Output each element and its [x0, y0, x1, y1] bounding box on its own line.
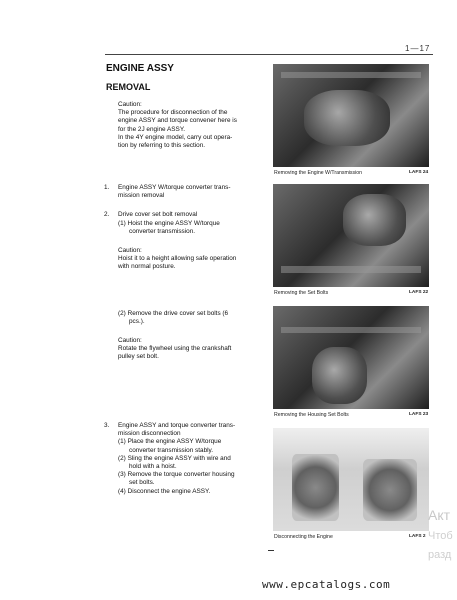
step2-sub2 — [118, 310, 258, 326]
caution-label: Caution: — [118, 337, 142, 344]
caution-label: Caution: — [118, 247, 142, 254]
sub-line: (1) Hoist the engine ASSY W/torque — [118, 220, 220, 227]
step1-text — [118, 184, 258, 200]
step1-number: 1. — [104, 184, 110, 191]
step3-line: mission disconnection — [118, 430, 181, 438]
caution-label: Caution: — [118, 101, 142, 108]
overlay-text: Чтоб — [428, 530, 453, 542]
sub-line: pcs.). — [129, 318, 145, 326]
figure-caption: Removing the Housing Set Bolts — [274, 412, 349, 418]
intro-caution — [118, 101, 258, 150]
bottom-dash — [268, 550, 274, 551]
overlay-text: разд — [428, 549, 452, 561]
sub-line: hold with a hoist. — [129, 463, 177, 471]
figure-photo — [273, 306, 429, 409]
sub-line: set bolts. — [129, 479, 155, 487]
figure-caption: Removing the Engine W/Transmission — [274, 170, 363, 176]
sub-line: (2) Sling the engine ASSY with wire and — [118, 454, 231, 462]
caution-line: In the 4Y engine model, carry out opera- — [118, 133, 233, 141]
figure-code: LAFS 23 — [409, 412, 429, 417]
page-title: ENGINE ASSY — [106, 63, 174, 74]
step1-line: mission removal — [118, 192, 165, 200]
sub-line: converter transmission. — [129, 228, 196, 236]
step2-caution2 — [118, 337, 258, 362]
sub-line: (4) Disconnect the engine ASSY. — [118, 487, 211, 495]
sub-line: (1) Place the engine ASSY W/torque — [118, 438, 222, 446]
caution-line: tion by referring to this section. — [118, 142, 206, 150]
step3-number: 3. — [104, 422, 110, 429]
figure-caption: Removing the Set Bolts — [274, 290, 329, 296]
overlay-text: Акт — [428, 507, 451, 523]
caution-line: Hoist it to a height allowing safe operation — [118, 255, 237, 263]
sub-line: (2) Remove the drive cover set bolts (6 — [118, 310, 229, 317]
sub-line: (3) Remove the torque converter housing — [118, 471, 235, 479]
section-title: REMOVAL — [106, 82, 151, 92]
figure-photo — [273, 64, 429, 167]
caution-line: with normal posture. — [118, 263, 176, 271]
caution-line: for the 2J engine ASSY. — [118, 125, 186, 133]
caution-line: Rotate the flywheel using the crankshaft — [118, 345, 232, 353]
watermark-url[interactable]: www.epcatalogs.com — [262, 578, 391, 591]
step2-number: 2. — [104, 211, 110, 218]
step2-caution1 — [118, 247, 258, 272]
figure-photo — [273, 428, 429, 531]
step2-title: Drive cover set bolt removal — [118, 211, 198, 218]
step2-sub1 — [118, 220, 258, 236]
figure-photo — [273, 184, 429, 287]
figure-code: LAFS 2 — [409, 534, 426, 539]
step3-text — [118, 422, 258, 496]
caution-line: engine ASSY and torque convener here is — [118, 117, 237, 125]
caution-line: pulley set bolt. — [118, 353, 159, 361]
step3-line: Engine ASSY and torque converter trans- — [118, 422, 236, 429]
figure-caption: Disconnecting the Engine — [274, 534, 333, 540]
figure-code: LAFS 24 — [409, 170, 429, 175]
sub-line: converter transmission stably. — [129, 446, 214, 454]
step1-line: Engine ASSY W/torque converter trans- — [118, 184, 231, 191]
figure-code: LAFS 22 — [409, 290, 429, 295]
top-rule — [105, 54, 433, 55]
page-number: 1—17 — [405, 44, 431, 53]
caution-line: The procedure for disconnection of the — [118, 109, 228, 117]
